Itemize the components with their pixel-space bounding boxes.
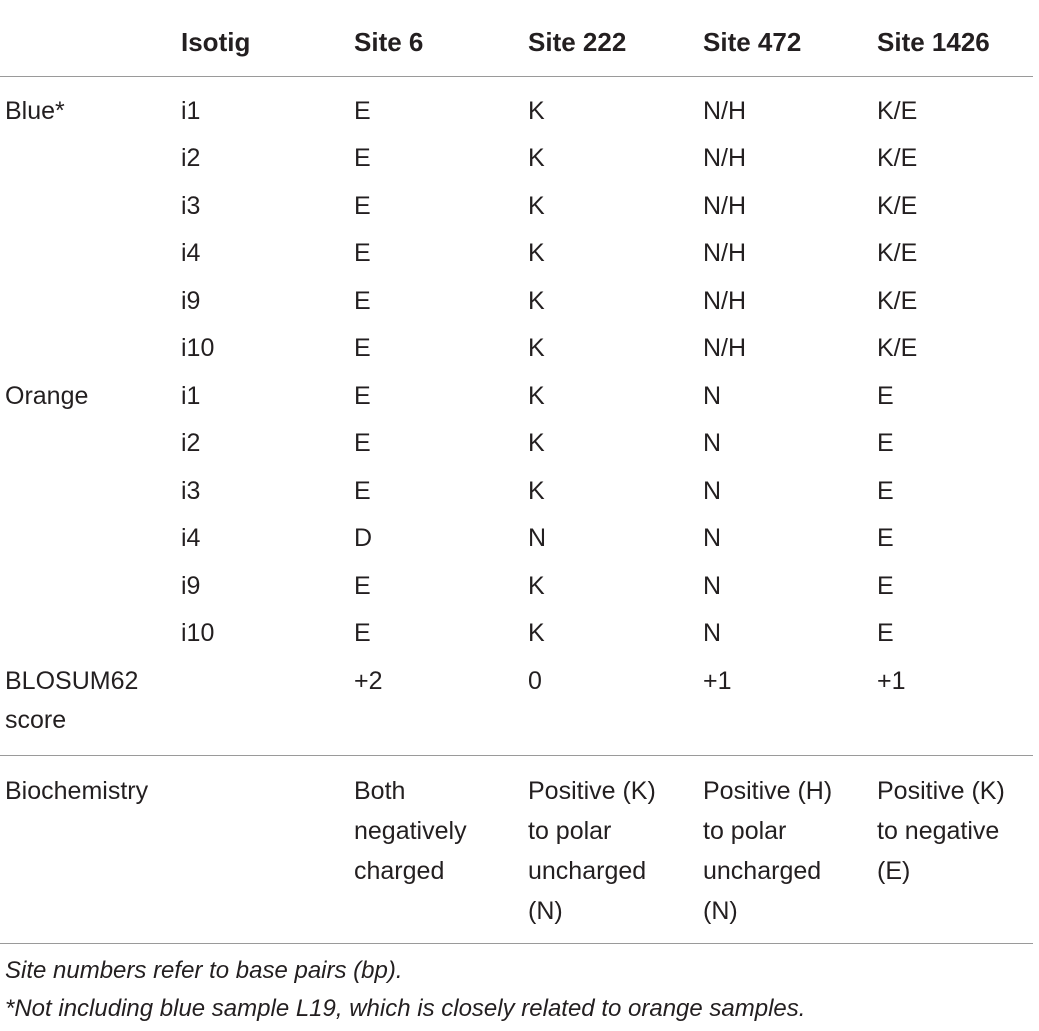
table-cell: i3 (181, 477, 201, 505)
table-cell: i9 (181, 572, 201, 600)
table-cell: K/E (877, 144, 918, 172)
biochemistry-site-472-line: uncharged (703, 857, 822, 885)
blosum-site-6: +2 (354, 667, 383, 695)
header-site-6: Site 6 (354, 27, 424, 57)
table-cell: K/E (877, 97, 918, 125)
footnote-blue-sample: *Not including blue sample L19, which is closely related to orange samples. (5, 995, 806, 1022)
table-cell: K (528, 97, 545, 125)
table-cell: K/E (877, 334, 918, 362)
table-cell: N (703, 429, 722, 457)
table-cell: K (528, 477, 545, 505)
header-divider (0, 76, 1033, 77)
blosum-site-222: 0 (528, 667, 542, 695)
biochemistry-site-6 (354, 771, 514, 891)
blosum-site-472: +1 (703, 667, 732, 695)
biochemistry-site-222 (528, 771, 688, 931)
table-cell: E (354, 144, 371, 172)
biochemistry-site-6-line: Both (354, 777, 406, 805)
table-cell: K/E (877, 192, 918, 220)
blosum-label-line1: BLOSUM62 (5, 667, 139, 695)
biochemistry-site-1426-line: to negative (877, 817, 1000, 845)
table-cell: N (703, 619, 722, 647)
header-isotig: Isotig (181, 27, 251, 57)
biochemistry-site-1426 (877, 771, 1037, 891)
biochemistry-site-6-line: charged (354, 857, 445, 885)
table-cell: i1 (181, 97, 201, 125)
header-site-1426: Site 1426 (877, 27, 990, 57)
table-cell: E (354, 287, 371, 315)
table-cell: E (354, 619, 371, 647)
table-cell: i4 (181, 524, 201, 552)
table-cell: i2 (181, 429, 201, 457)
table-cell: E (354, 382, 371, 410)
table-cell: E (877, 619, 894, 647)
group-label-blue: Blue* (5, 97, 65, 125)
table-cell: N/H (703, 287, 747, 315)
table-cell: K (528, 382, 545, 410)
table-cell: E (354, 477, 371, 505)
biochemistry-site-1426-line: (E) (877, 857, 911, 885)
table-cell: N (703, 382, 722, 410)
table-cell: N/H (703, 97, 747, 125)
table-cell: i10 (181, 619, 215, 647)
header-site-222: Site 222 (528, 27, 627, 57)
blosum-site-1426: +1 (877, 667, 906, 695)
table-cell: E (354, 334, 371, 362)
table-cell: K (528, 619, 545, 647)
table-cell: K (528, 192, 545, 220)
table-cell: N (703, 572, 722, 600)
table-cell: N/H (703, 239, 747, 267)
biochemistry-label: Biochemistry (5, 777, 149, 805)
footer-divider (0, 943, 1033, 944)
table-cell: i3 (181, 192, 201, 220)
table-cell: i10 (181, 334, 215, 362)
biochemistry-site-472 (703, 771, 863, 931)
table-cell: K (528, 334, 545, 362)
table-cell: i2 (181, 144, 201, 172)
table-cell: N (703, 524, 722, 552)
table-cell: E (877, 429, 894, 457)
table-cell: N (528, 524, 547, 552)
table-cell: E (877, 477, 894, 505)
table-cell: N/H (703, 192, 747, 220)
table-cell: D (354, 524, 373, 552)
table-cell: K (528, 429, 545, 457)
table-cell: N (703, 477, 722, 505)
table-cell: K (528, 144, 545, 172)
table-cell: K (528, 287, 545, 315)
table-cell: E (354, 572, 371, 600)
biochemistry-site-222-line: to polar (528, 817, 612, 845)
biochemistry-site-472-line: Positive (H) (703, 777, 833, 805)
biochemistry-site-1426-line: Positive (K) (877, 777, 1005, 805)
table-cell: E (354, 97, 371, 125)
table-cell: K/E (877, 239, 918, 267)
biochemistry-site-472-line: (N) (703, 897, 738, 925)
blosum-label-line2: score (5, 706, 67, 734)
header-site-472: Site 472 (703, 27, 802, 57)
table-cell: i9 (181, 287, 201, 315)
biochemistry-site-222-line: (N) (528, 897, 563, 925)
table-cell: E (877, 382, 894, 410)
table-cell: E (877, 524, 894, 552)
table-cell: E (354, 192, 371, 220)
table-cell: i4 (181, 239, 201, 267)
biochemistry-site-472-line: to polar (703, 817, 787, 845)
table-cell: i1 (181, 382, 201, 410)
blosum-divider (0, 755, 1033, 756)
table-cell: K/E (877, 287, 918, 315)
table-cell: N/H (703, 144, 747, 172)
table-cell: N/H (703, 334, 747, 362)
biochemistry-site-222-line: uncharged (528, 857, 647, 885)
biochemistry-site-6-line: negatively (354, 817, 467, 845)
table-cell: E (354, 239, 371, 267)
table-cell: E (354, 429, 371, 457)
table-cell: E (877, 572, 894, 600)
table-cell: K (528, 239, 545, 267)
footnote-site-numbers: Site numbers refer to base pairs (bp). (5, 957, 403, 984)
table-cell: K (528, 572, 545, 600)
biochemistry-site-222-line: Positive (K) (528, 777, 656, 805)
group-label-orange: Orange (5, 382, 89, 410)
